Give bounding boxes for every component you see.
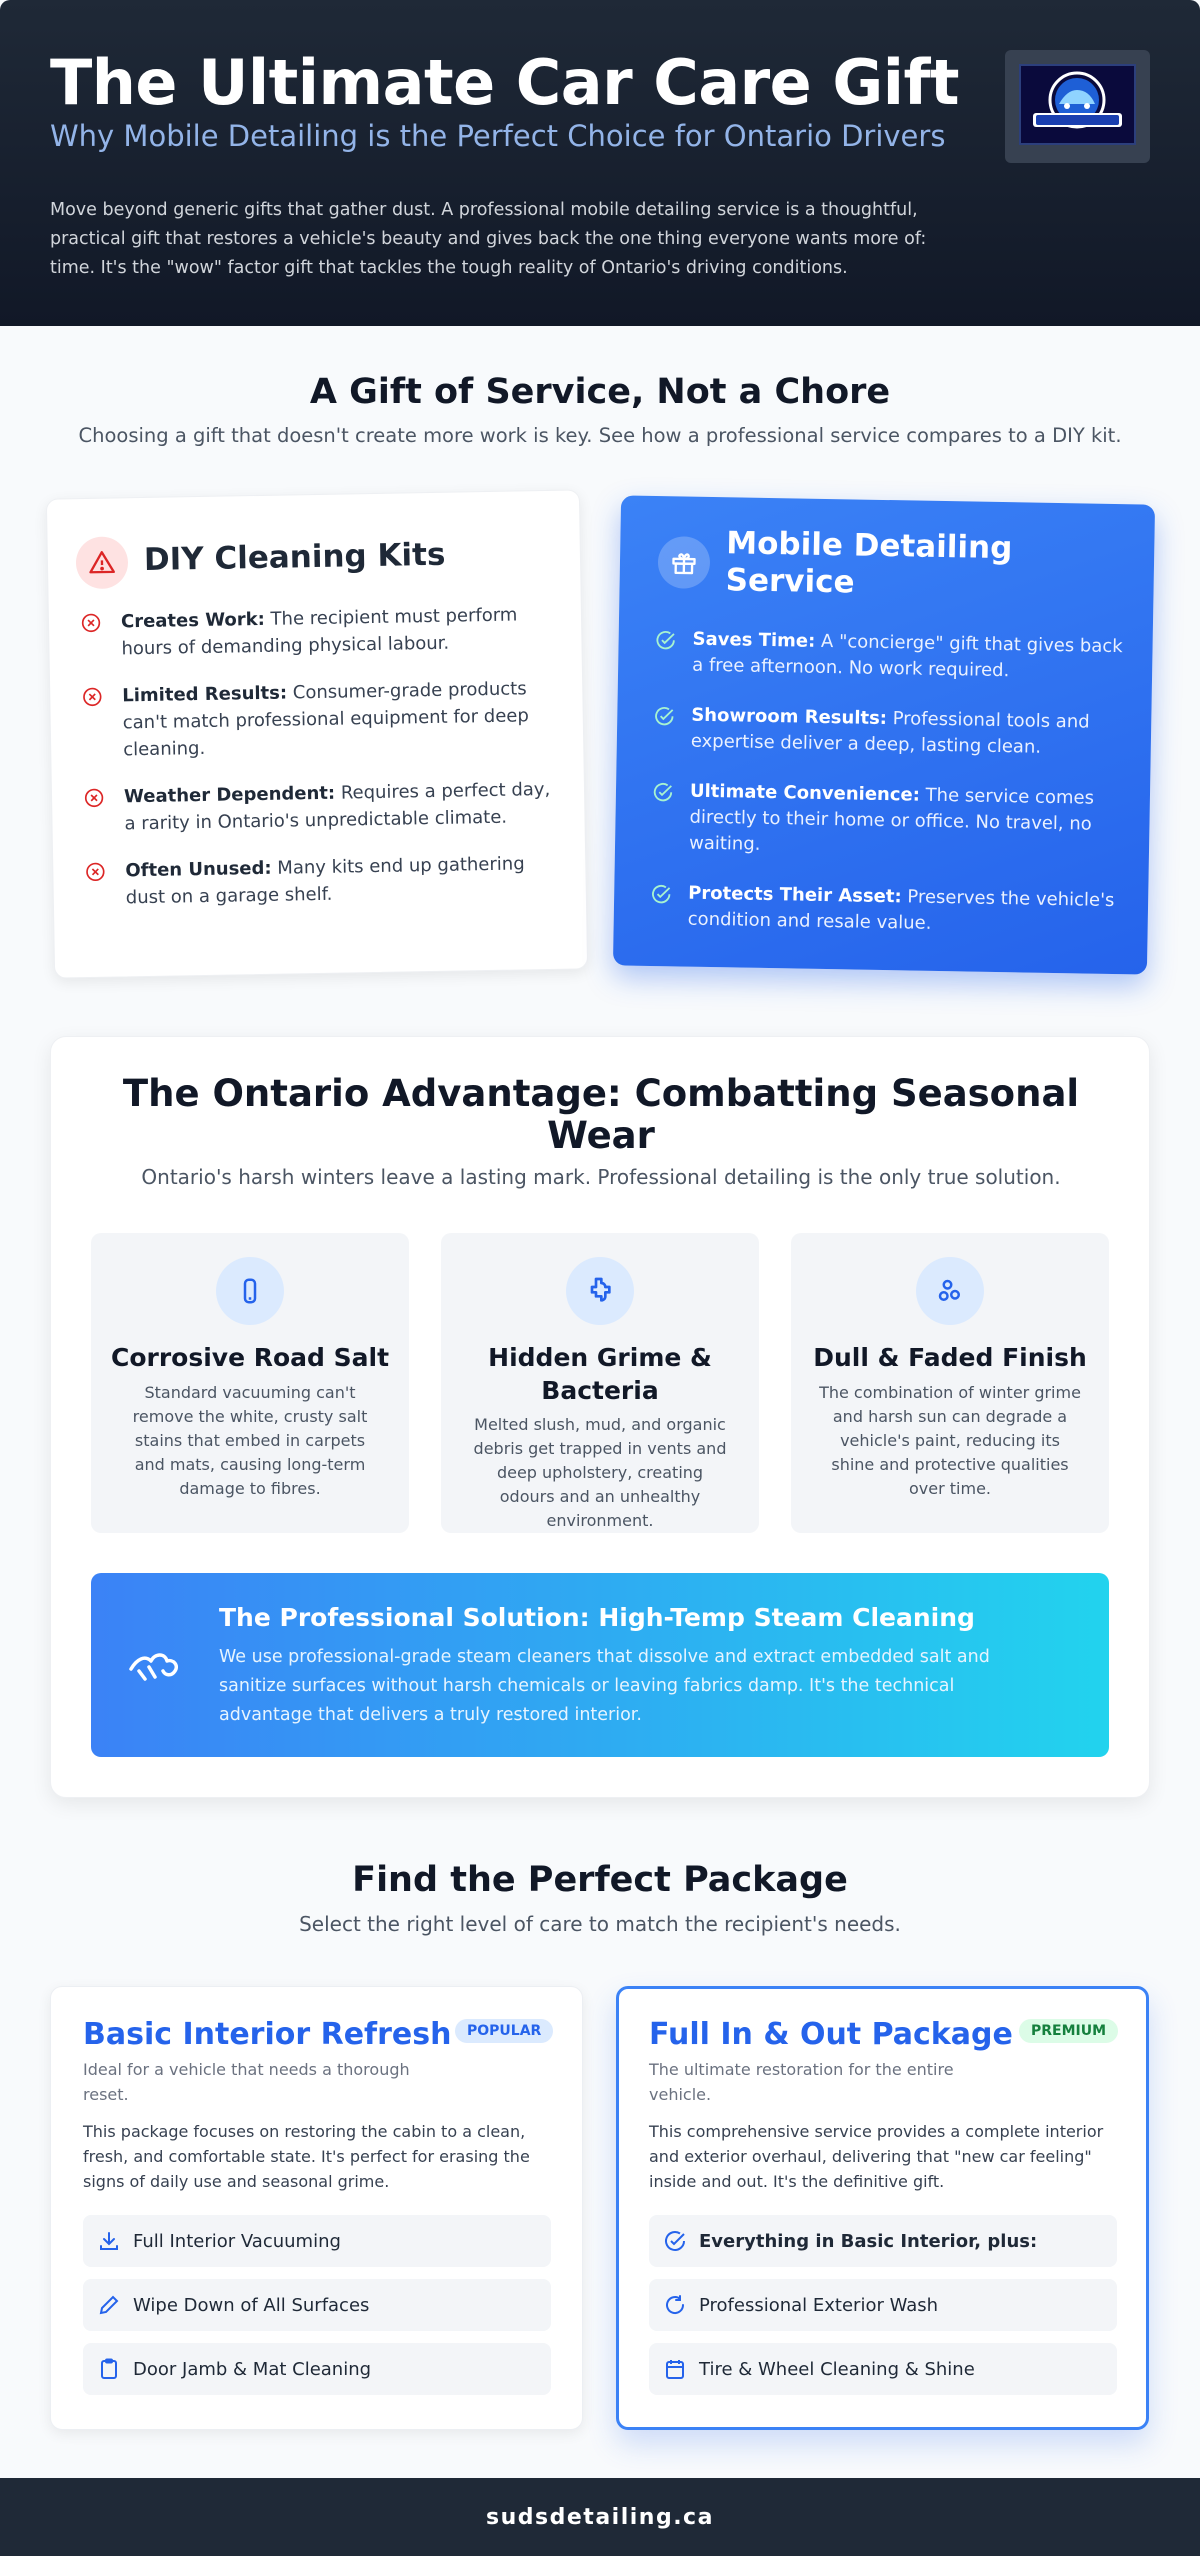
- item-label: Often Unused:: [125, 857, 272, 882]
- logo[interactable]: [1005, 50, 1150, 163]
- tile-grime-bacteria: [441, 1233, 759, 1533]
- feature-item: [83, 2343, 551, 2395]
- feature-item: [649, 2279, 1117, 2331]
- hero-intro: Move beyond generic gifts that gather dust. A professional mobile detailing service is a thoughtful, practical gift that restores a vehicle's beauty and gives back the one thing everyone wants more of: time. It's the "wow" factor gift that tackles the tough reality of Ontario's driving conditions.: [50, 200, 927, 278]
- list-item: [654, 626, 1125, 686]
- comparison-subheading: Choosing a gift that doesn't create more work is key. See how a professional service compares to a DIY kit.: [78, 424, 1122, 447]
- tile-faded-finish: [791, 1233, 1109, 1533]
- mobile-list: [649, 626, 1125, 964]
- item-label: Showroom Results:: [691, 704, 888, 730]
- package-subtitle: Ideal for a vehicle that needs a thorough reset.: [83, 2060, 410, 2104]
- list-item: [650, 880, 1121, 940]
- salt-shaker-icon: [216, 1257, 284, 1325]
- warning-icon: [76, 536, 129, 589]
- item-label: Saves Time:: [692, 628, 816, 652]
- tile-title: Hidden Grime & Bacteria: [488, 1343, 712, 1405]
- steam-solution-banner: [91, 1573, 1109, 1757]
- item-text: The recipient must perform hours of demanding physical labour.: [121, 604, 518, 660]
- popular-badge: POPULAR: [455, 2019, 553, 2043]
- x-circle-icon: [81, 613, 101, 633]
- item-text: Preserves the vehicle's condition and resale value.: [687, 886, 1115, 934]
- package-full-card[interactable]: [616, 1986, 1149, 2430]
- diy-card-title: DIY Cleaning Kits: [143, 536, 446, 578]
- footer: [0, 2478, 1200, 2556]
- item-text: Consumer-grade products can't match professional equipment for deep cleaning.: [122, 678, 530, 761]
- ontario-subheading: Ontario's harsh winters leave a lasting mark. Professional detailing is the only true solution.: [141, 1165, 1061, 1189]
- x-circle-icon: [84, 788, 104, 808]
- item-text: Many kits end up gathering dust on a garage shelf.: [125, 853, 525, 909]
- package-basic-card[interactable]: [50, 1986, 583, 2430]
- feature-item: [83, 2215, 551, 2267]
- packages-heading: Find the Perfect Package: [352, 1860, 848, 1900]
- clipboard-icon: [97, 2357, 121, 2381]
- ontario-heading: The Ontario Advantage: Combatting Seasonal Wear: [122, 1072, 1080, 1157]
- mobile-card-title: Mobile Detailing Service: [725, 525, 1013, 601]
- item-label: Limited Results:: [122, 682, 288, 707]
- diy-kits-card: [46, 489, 588, 978]
- package-description: This package focuses on restoring the cabin to a clean, fresh, and comfortable state. It's perfect for erasing the signs of daily use and seasonal grime.: [83, 2122, 530, 2191]
- x-circle-icon: [85, 862, 105, 882]
- hero-header: [0, 0, 1200, 326]
- page-subtitle: Why Mobile Detailing is the Perfect Choice for Ontario Drivers: [50, 119, 946, 153]
- refresh-icon: [663, 2293, 687, 2317]
- comparison-heading: A Gift of Service, Not a Chore: [309, 372, 891, 412]
- footer-site-link[interactable]: sudsdetailing.ca: [486, 2504, 714, 2530]
- download-icon: [97, 2229, 121, 2253]
- package-title: Basic Interior Refresh: [83, 2017, 452, 2052]
- page-title: The Ultimate Car Care Gift: [50, 46, 960, 119]
- check-circle-icon: [663, 2229, 687, 2253]
- feature-label: Wipe Down of All Surfaces: [133, 2294, 370, 2316]
- gift-icon: [658, 536, 711, 589]
- tile-text: The combination of winter grime and harsh sun can degrade a vehicle's paint, reducing its shine and protective qualities over time.: [819, 1383, 1081, 1498]
- bacteria-icon: [566, 1257, 634, 1325]
- check-circle-icon: [653, 705, 675, 727]
- packages-subheading: Select the right level of care to match the recipient's needs.: [299, 1912, 901, 1936]
- tile-text: Standard vacuuming can't remove the white, crusty salt stains that embed in carpets and mats, causing long-term damage to fibres.: [132, 1383, 368, 1498]
- tile-text: Melted slush, mud, and organic debris get trapped in vents and deep upholstery, creating odours and an unhealthy environment.: [473, 1415, 727, 1530]
- tile-title: Dull & Faded Finish: [813, 1343, 1087, 1372]
- calendar-icon: [663, 2357, 687, 2381]
- feature-label: Everything in Basic Interior, plus:: [699, 2230, 1038, 2252]
- package-title: Full In & Out Package: [649, 2017, 1013, 2052]
- paint-droplets-icon: [916, 1257, 984, 1325]
- list-item: [653, 702, 1124, 762]
- item-text: The service comes directly to their home or office. No travel, no waiting.: [688, 784, 1095, 855]
- feature-item: [83, 2279, 551, 2331]
- item-label: Protects Their Asset:: [688, 882, 902, 908]
- premium-badge: PREMIUM: [1019, 2019, 1118, 2043]
- feature-label: Door Jamb & Mat Cleaning: [133, 2358, 372, 2380]
- steam-title: The Professional Solution: High-Temp Steam Cleaning: [219, 1603, 975, 1632]
- mobile-detailing-card: [613, 495, 1155, 974]
- package-description: This comprehensive service provides a complete interior and exterior overhaul, delivering that "new car feeling" inside and out. It's the definitive gift.: [649, 2122, 1104, 2191]
- check-circle-icon: [652, 781, 674, 803]
- list-item: [651, 778, 1122, 864]
- list-item: [84, 776, 555, 838]
- package-subtitle: The ultimate restoration for the entire vehicle.: [649, 2060, 954, 2104]
- feature-item: [649, 2215, 1117, 2267]
- diy-list: [81, 601, 557, 932]
- pencil-icon: [97, 2293, 121, 2317]
- list-item: [85, 850, 556, 912]
- list-item: [82, 675, 553, 764]
- steam-icon: [125, 1639, 189, 1689]
- item-text: Professional tools and expertise deliver a deep, lasting clean.: [690, 708, 1090, 758]
- feature-label: Full Interior Vacuuming: [133, 2230, 341, 2252]
- feature-label: Tire & Wheel Cleaning & Shine: [699, 2358, 975, 2380]
- check-circle-icon: [650, 883, 672, 905]
- steam-text: We use professional-grade steam cleaners that dissolve and extract embedded salt and sanitize surfaces without harsh chemicals or leaving fabrics damp. It's the technical advantage that delivers a truly restored interior.: [219, 1647, 990, 1725]
- item-label: Creates Work:: [120, 608, 266, 633]
- tile-title: Corrosive Road Salt: [110, 1343, 390, 1372]
- feature-label: Professional Exterior Wash: [699, 2294, 939, 2316]
- feature-item: [649, 2343, 1117, 2395]
- ontario-advantage-section: [50, 1036, 1150, 1798]
- list-item: [81, 601, 552, 663]
- item-text: A "concierge" gift that gives back a free afternoon. No work required.: [692, 630, 1123, 682]
- x-circle-icon: [82, 687, 102, 707]
- check-circle-icon: [654, 629, 676, 651]
- item-label: Weather Dependent:: [123, 782, 336, 808]
- item-text: Requires a perfect day, a rarity in Ontario's unpredictable climate.: [124, 778, 551, 835]
- item-label: Ultimate Convenience:: [689, 780, 921, 806]
- tile-road-salt: [91, 1233, 409, 1533]
- logo-image: [1019, 64, 1136, 145]
